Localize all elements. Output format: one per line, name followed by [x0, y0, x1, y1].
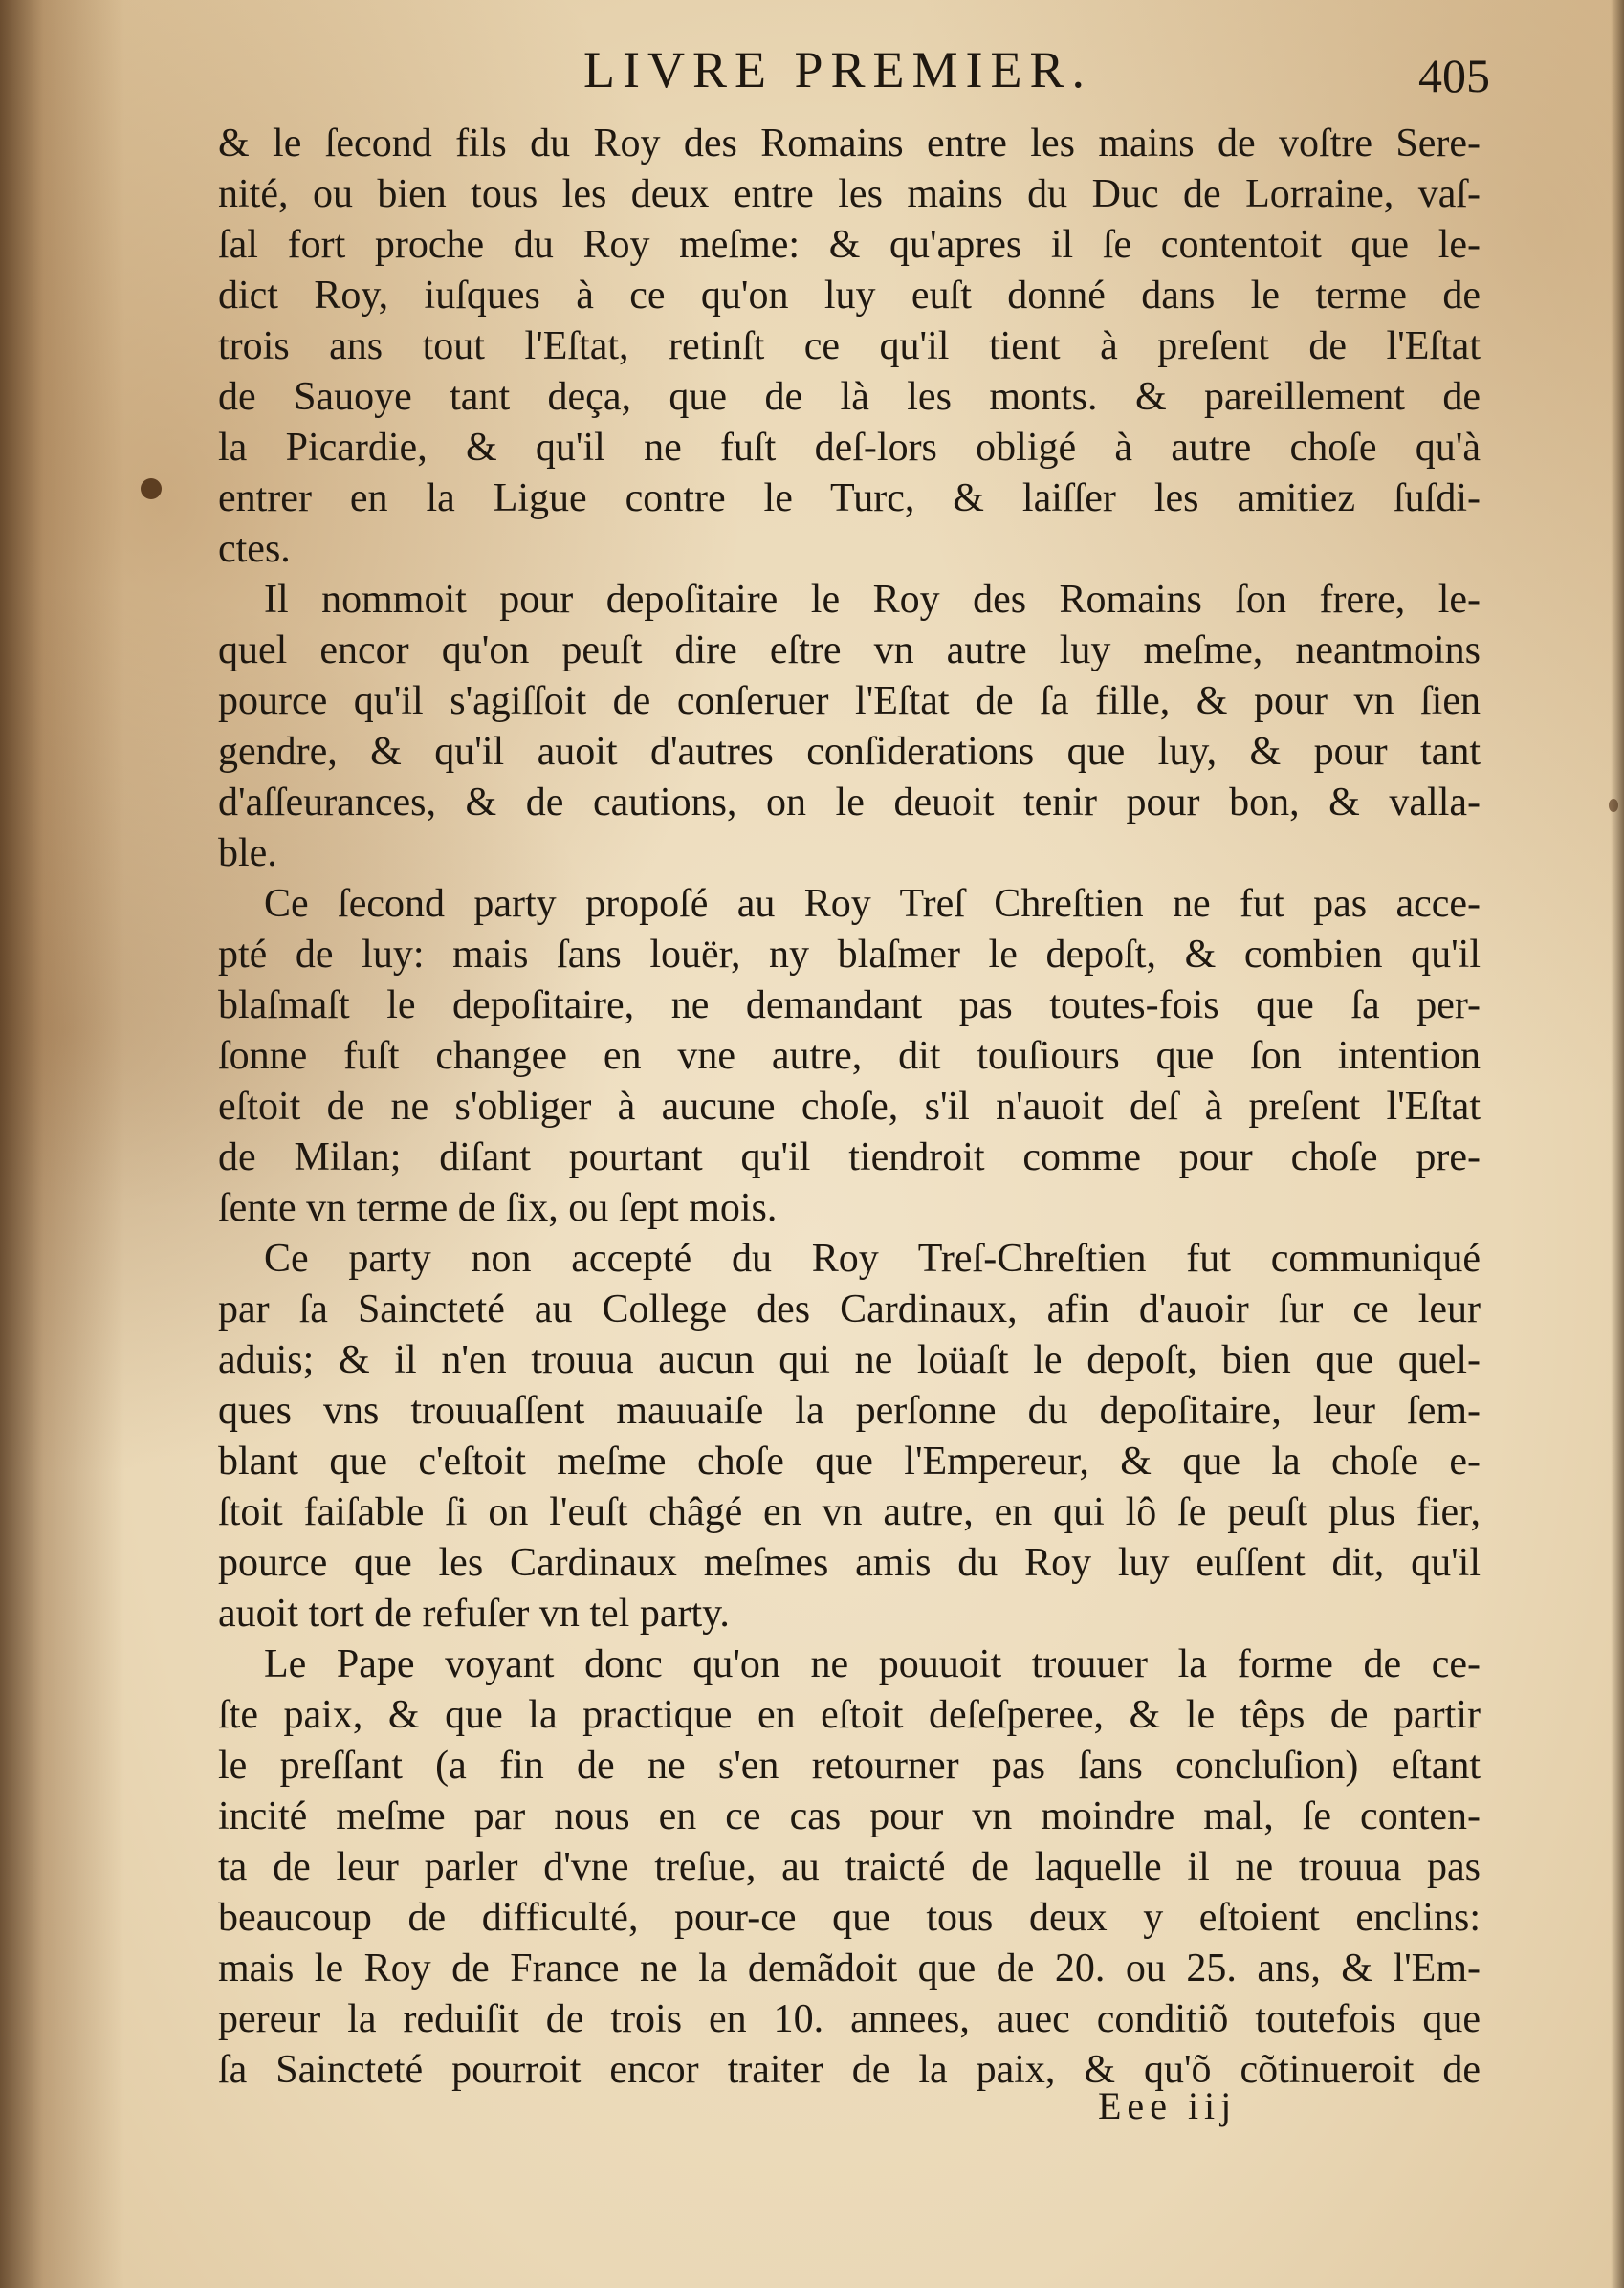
text-line: trois ans tout l'Eſtat, retinſt ce qu'il tient à preſent de l'Eſtat: [218, 324, 1481, 368]
running-title: LIVRE PREMIER.: [583, 41, 1093, 99]
text-line: eſtoit de ne s'obliger à aucune choſe, s'il n'auoit deſ à preſent l'Eſtat: [218, 1085, 1481, 1129]
text-line: ſtoit faiſable ſi on l'euſt châgé en vn autre, en qui lô ſe peuſt plus fier,: [218, 1490, 1481, 1534]
text-line: quel encor qu'on peuſt dire eſtre vn autre luy meſme, neantmoins: [218, 628, 1481, 672]
running-head: [220, 36, 1490, 103]
text-line: pereur la reduiſit de trois en 10. annees, auec conditiõ toutefois que: [218, 1997, 1481, 2041]
text-line: de Milan; diſant pourtant qu'il tiendroit comme pour choſe pre-: [218, 1135, 1481, 1179]
ink-stain: [1609, 799, 1618, 812]
text-line: mais le Roy de France ne la demãdoit que de 20. ou 25. ans, & l'Em-: [218, 1947, 1481, 1991]
text-line: entrer en la Ligue contre le Turc, & laiſſer les amitiez ſuſdi-: [218, 476, 1481, 520]
text-line: pté de luy: mais ſans louër, ny blaſmer le depoſt, & combien qu'il: [218, 933, 1481, 977]
text-line: pource que les Cardinaux meſmes amis du Roy luy euſſent dit, qu'il: [218, 1541, 1481, 1585]
text-line: ſal fort proche du Roy meſme: & qu'apres il ſe contentoit que le-: [218, 223, 1481, 267]
text-line: ctes.: [218, 527, 291, 571]
text-line: la Picardie, & qu'il ne fuſt deſ-lors obligé à autre choſe qu'à: [218, 426, 1481, 470]
ink-stain: [141, 478, 162, 499]
paragraph-start-line: Il nommoit pour depoſitaire le Roy des Romains ſon frere, le-: [264, 578, 1481, 622]
body-text: [218, 119, 1481, 2096]
text-line: incité meſme par nous en ce cas pour vn moindre mal, ſe conten-: [218, 1794, 1481, 1838]
text-line: auoit tort de refuſer vn tel party.: [218, 1592, 730, 1636]
text-line: blaſmaſt le depoſitaire, ne demandant pas toutes-fois que ſa per-: [218, 983, 1481, 1027]
text-line: par ſa Saincteté au College des Cardinaux, afin d'auoir ſur ce leur: [218, 1287, 1481, 1331]
text-line: le preſſant (a fin de ne s'en retourner pas ſans concluſion) eſtant: [218, 1744, 1481, 1788]
text-line: & le ſecond fils du Roy des Romains entre les mains de voſtre Sere-: [218, 121, 1481, 165]
text-line: dict Roy, iuſques à ce qu'on luy euſt donné dans le terme de: [218, 274, 1481, 318]
text-line: pource qu'il s'agiſſoit de conſeruer l'Eſtat de ſa fille, & pour vn ſien: [218, 679, 1481, 723]
signature-mark: Eee iij: [1098, 2084, 1238, 2127]
text-line: ta de leur parler d'vne treſue, au traicté de laquelle il ne trouua pas: [218, 1845, 1481, 1889]
text-line: ſte paix, & que la practique en eſtoit deſeſperee, & le têps de partir: [218, 1693, 1481, 1737]
text-line: d'aſſeurances, & de cautions, on le deuoit tenir pour bon, & valla-: [218, 781, 1481, 825]
text-line: ſa Saincteté pourroit encor traiter de la paix, & qu'õ cõtinueroit de: [218, 2048, 1481, 2092]
text-line: beaucoup de difficulté, pour-ce que tous deux y eſtoient enclins:: [218, 1896, 1481, 1940]
text-line: aduis; & il n'en trouua aucun qui ne loüaſt le depoſt, bien que quel-: [218, 1338, 1481, 1382]
text-line: ques vns trouuaſſent mauuaiſe la perſonne du depoſitaire, leur ſem-: [218, 1389, 1481, 1433]
text-line: nité, ou bien tous les deux entre les mains du Duc de Lorraine, vaſ-: [218, 172, 1481, 216]
text-line: ſonne fuſt changee en vne autre, dit touſiours que ſon intention: [218, 1034, 1481, 1078]
paragraph-start-line: Le Pape voyant donc qu'on ne pouuoit trouuer la forme de ce-: [264, 1642, 1481, 1686]
paragraph-start-line: Ce party non accepté du Roy Treſ-Chreſtien fut communiqué: [264, 1237, 1481, 1281]
text-line: de Sauoye tant deça, que de là les monts. & pareillement de: [218, 375, 1481, 419]
paragraph-start-line: Ce ſecond party propoſé au Roy Treſ Chreſtien ne fut pas acce-: [264, 882, 1481, 926]
text-line: blant que c'eſtoit meſme choſe que l'Empereur, & que la choſe e-: [218, 1440, 1481, 1484]
page-number: 405: [1418, 49, 1490, 102]
text-line: ble.: [218, 831, 277, 875]
text-line: gendre, & qu'il auoit d'autres conſiderations que luy, & pour tant: [218, 730, 1481, 774]
text-line: ſente vn terme de ſix, ou ſept mois.: [218, 1186, 778, 1230]
